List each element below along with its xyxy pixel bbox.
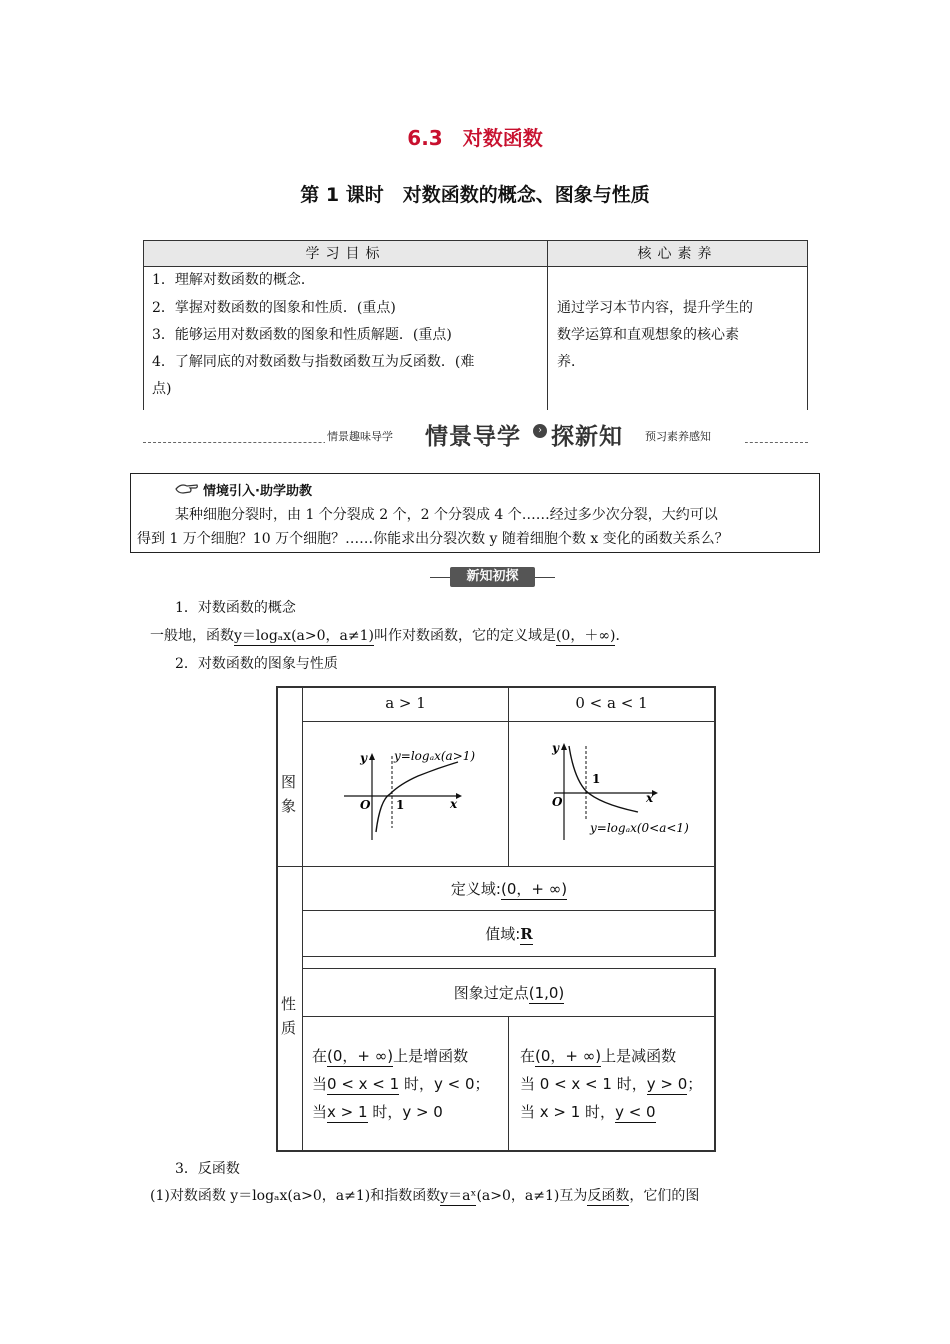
row-graph-label: 图象 bbox=[281, 773, 297, 815]
col-a-gt-1: a > 1 bbox=[385, 694, 426, 712]
item2-title: 2．对数函数的图象与性质 bbox=[175, 656, 338, 672]
goal-1: 1．理解对数函数的概念． bbox=[152, 272, 315, 288]
graph-increasing bbox=[338, 736, 478, 846]
section-tag-label: 新知初探 bbox=[450, 567, 535, 587]
fixed-point-row: 图象过定点(1,0) bbox=[453, 984, 565, 1002]
banner-main-left: 情景导学 bbox=[425, 424, 521, 450]
section-tag bbox=[430, 567, 555, 589]
literacy-line-1: 通过学习本节内容，提升学生的 bbox=[557, 300, 753, 316]
g1-label: y=logₐx(a>1) bbox=[394, 749, 476, 763]
g2-x: x bbox=[646, 791, 654, 805]
g1-o: O bbox=[360, 798, 371, 812]
g2-y: y bbox=[552, 741, 559, 755]
properties-table bbox=[276, 686, 716, 1152]
literacy-header: 核心素养 bbox=[547, 240, 808, 267]
section-banner bbox=[325, 418, 745, 448]
item3-title: 3．反函数 bbox=[175, 1161, 240, 1177]
objectives-table bbox=[143, 240, 808, 410]
item1-domain: (0，＋∞) bbox=[555, 628, 616, 644]
item3-text: (1)对数函数 y＝logₐx(a>0，a≠1)和指数函数y＝aˣ(a>0，a≠1)互为反函数，它们的图 bbox=[150, 1188, 700, 1204]
lesson-title: 第 1 课时 对数函数的概念、图象与性质 bbox=[300, 184, 650, 206]
banner-main-right: 探新知 bbox=[551, 424, 623, 450]
intro-line-1: 某种细胞分裂时，由 1 个分裂成 2 个，2 个分裂成 4 个……经过多少次分裂，大约可以 bbox=[175, 507, 718, 523]
item1-title: 1．对数函数的概念 bbox=[175, 600, 296, 616]
domain-row: 定义域:(0，+ ∞) bbox=[450, 880, 568, 898]
banner-left-text: 情景趣味导学 bbox=[327, 430, 393, 443]
item3-inverse: 反函数 bbox=[587, 1188, 630, 1204]
decreasing-props: 在(0，+ ∞)上是减函数 当 0 < x < 1 时，y > 0； 当 x > 1 时，y < 0 bbox=[520, 1047, 703, 1121]
g1-y: y bbox=[360, 751, 367, 765]
range-value: R bbox=[520, 925, 533, 943]
hand-icon bbox=[175, 480, 199, 494]
fixed-point-value: (1,0) bbox=[528, 984, 565, 1002]
col-a-lt-1: 0 < a < 1 bbox=[575, 694, 648, 712]
graph-decreasing bbox=[548, 736, 698, 846]
g2-one: 1 bbox=[592, 772, 601, 786]
range-row: 值域:R bbox=[485, 925, 533, 943]
g2-label: y=logₐx(0<a<1) bbox=[590, 821, 689, 835]
item3-func: y＝aˣ bbox=[440, 1188, 477, 1204]
intro-line-2: 得到 1 万个细胞？10 万个细胞？……你能求出分裂次数 y 随着细胞个数 x 变化的函数关系么？ bbox=[137, 531, 729, 547]
banner-right-text: 预习素养感知 bbox=[645, 430, 711, 443]
arrow-icon: › bbox=[533, 424, 547, 438]
domain-value: (0，+ ∞) bbox=[500, 880, 568, 898]
literacy-line-2: 数学运算和直观想象的核心素 bbox=[557, 327, 739, 343]
row-props-label: 性质 bbox=[281, 995, 297, 1037]
g1-x: x bbox=[450, 797, 458, 811]
section-title: 6.3 对数函数 bbox=[407, 126, 543, 150]
objectives-header: 学习目标 bbox=[143, 240, 548, 267]
goal-4: 4．了解同底的对数函数与指数函数互为反函数．(难 bbox=[152, 354, 475, 370]
literacy-line-3: 养． bbox=[557, 354, 585, 370]
intro-box bbox=[130, 473, 820, 553]
item1-func: y＝logₐx(a>0，a≠1) bbox=[234, 628, 374, 644]
g1-one: 1 bbox=[396, 798, 405, 812]
goal-2: 2．掌握对数函数的图象和性质．(重点) bbox=[152, 300, 396, 316]
goal-3: 3．能够运用对数函数的图象和性质解题．(重点) bbox=[152, 327, 452, 343]
g2-o: O bbox=[552, 795, 563, 809]
intro-label: 情境引入·助学助教 bbox=[203, 484, 312, 499]
item1-text: 一般地，函数y＝logₐx(a>0，a≠1)叫作对数函数，它的定义域是(0，＋∞)． bbox=[150, 628, 630, 644]
increasing-props: 在(0，+ ∞)上是增函数 当0 < x < 1 时，y < 0； 当x > 1 时，y > 0 bbox=[312, 1047, 490, 1121]
goal-4-cont: 点) bbox=[152, 381, 172, 397]
